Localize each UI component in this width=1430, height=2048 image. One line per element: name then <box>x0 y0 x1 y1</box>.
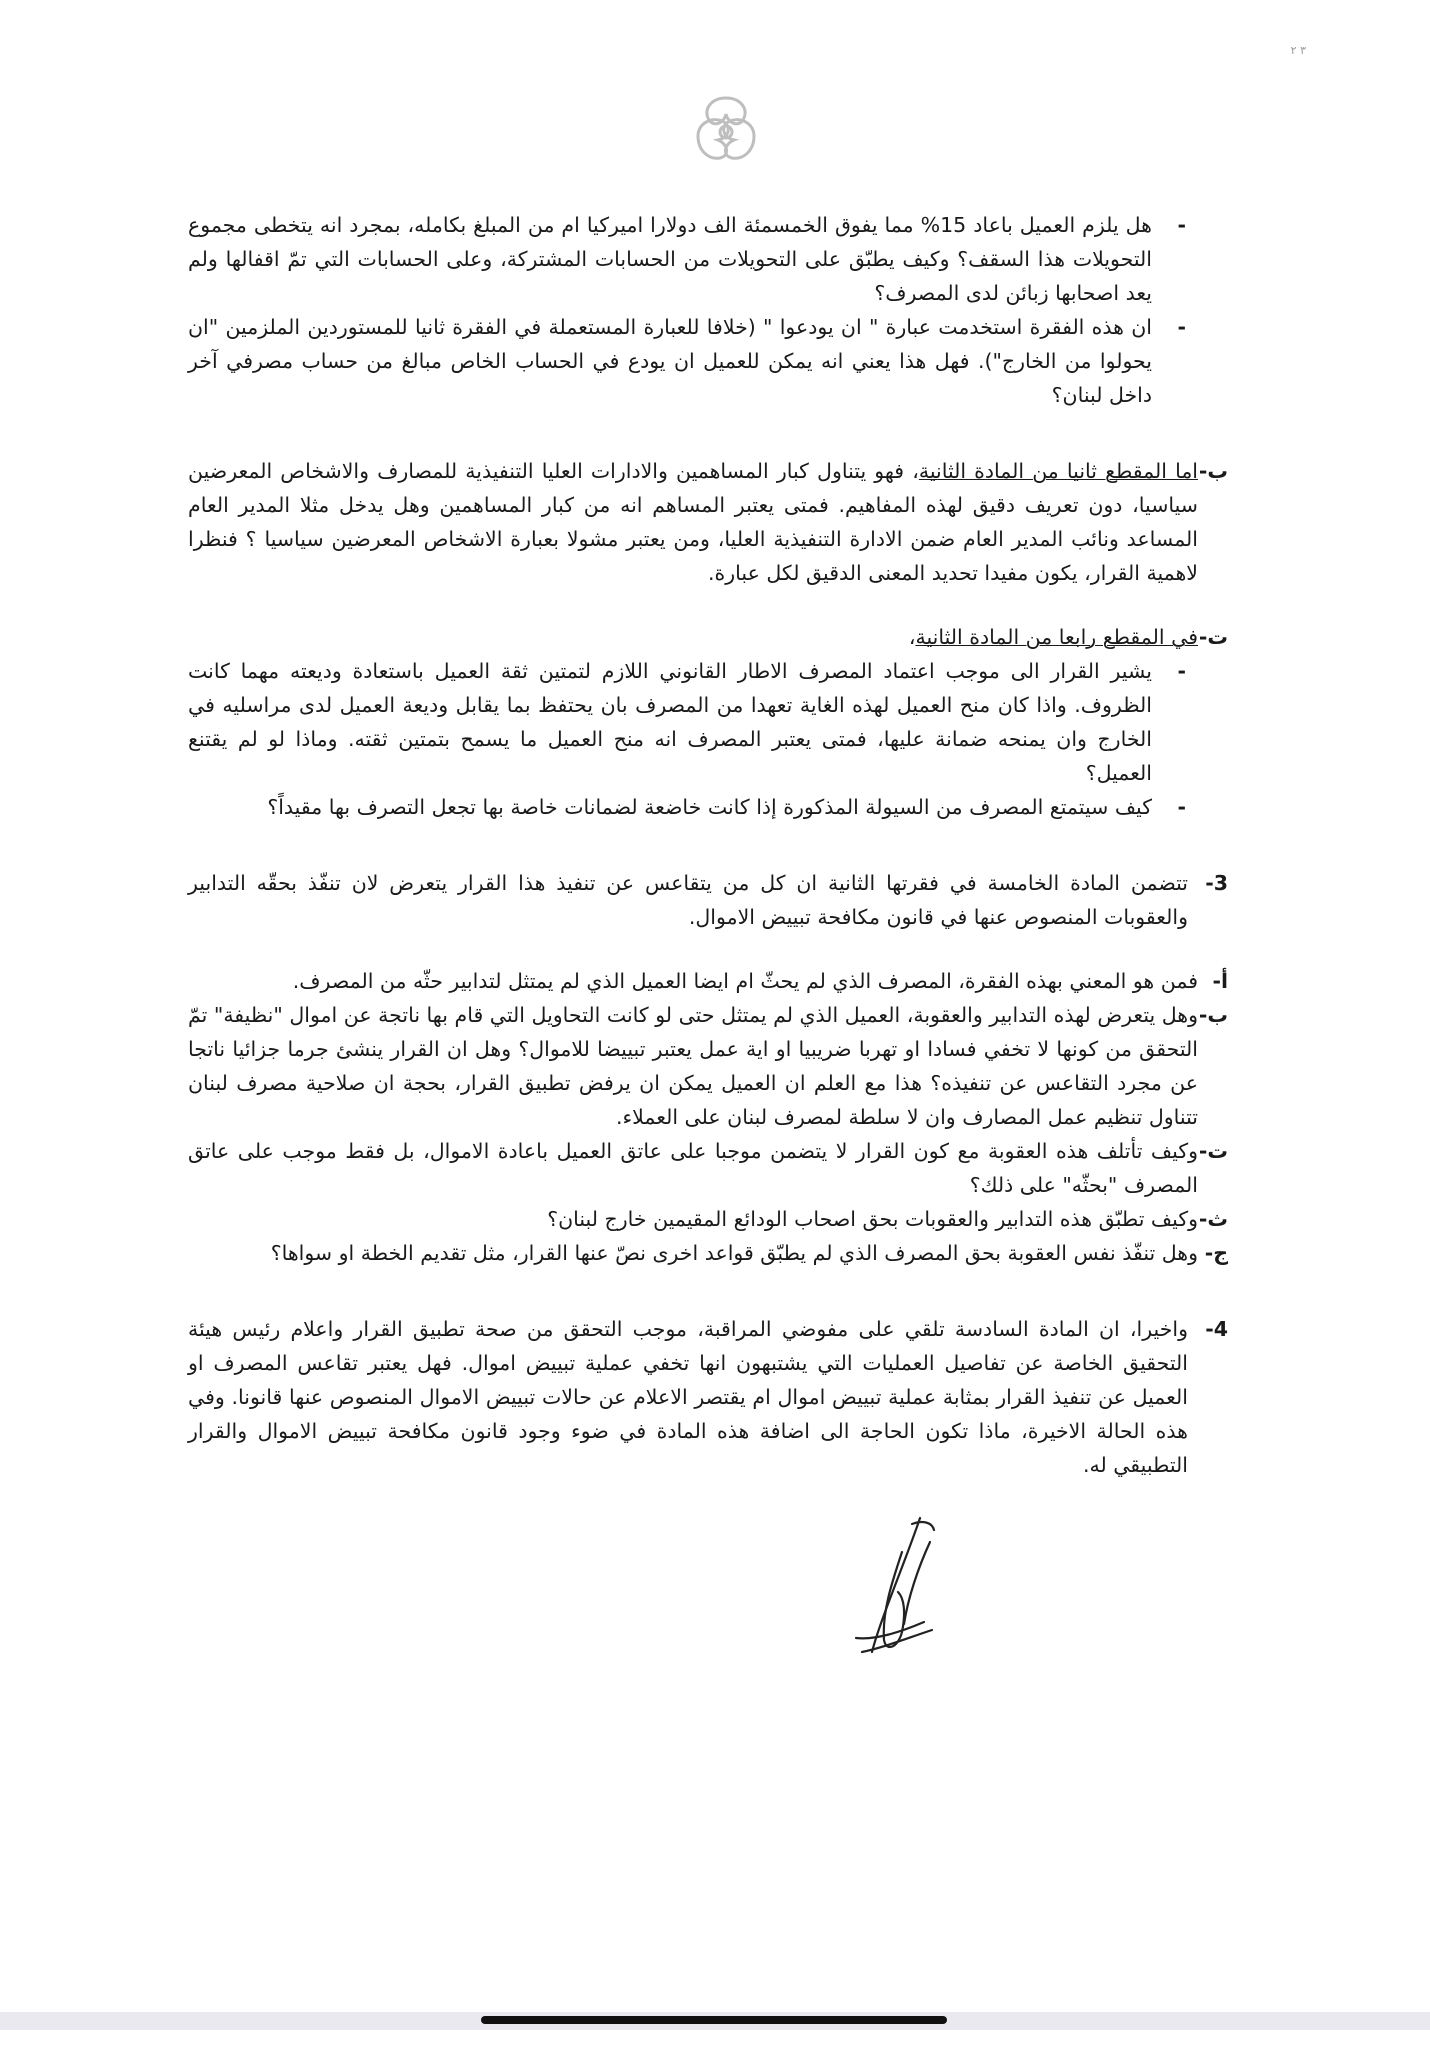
section-t <box>188 620 1228 654</box>
section-3-text: تتضمن المادة الخامسة في فقرتها الثانية ان كل من يتقاعس عن تنفيذ هذا القرار يتعرض لان تنفّذ بحقّه التدابير والعقوبات المنصوص عنها في قانون مكافحة تبييض الاموال. <box>188 871 1188 929</box>
list-item <box>188 208 1186 310</box>
handwritten-signature <box>842 1512 962 1662</box>
list-item <box>188 1134 1228 1202</box>
item-marker: أ- <box>1212 969 1228 993</box>
item-marker: ث- <box>1198 1207 1228 1231</box>
list-item-text: فمن هو المعني بهذه الفقرة، المصرف الذي لم يحثّ ام ايضا العميل الذي لم يمتثل لتدابير حثّه من المصرف. <box>292 969 1198 993</box>
section-3 <box>188 866 1228 934</box>
list-item-text: وكيف تأتلف هذه العقوبة مع كون القرار لا يتضمن موجبا على عاتق العميل باعادة الاموال، بل فقط موجب على عاتق المصرف "بحثّه" على ذلك؟ <box>188 1139 1198 1197</box>
section-marker: ت- <box>1198 625 1228 649</box>
list-item <box>188 654 1186 790</box>
section-marker: ب- <box>1198 459 1228 483</box>
section-b-body: ، فهو يتناول كبار المساهمين والادارات العليا التنفيذية للمصارف والاشخاص المعرضين سياسيا، دون تعريف دقيق لهذه المفاهيم. فمتى يعتبر المساهم انه من كبار المساهمين وهل يدخل مثلا المدير العام المساعد ونائب المدير العام ضمن الادارة التنفيذية العليا، ومن يعتبر مشولا بعبارة الاشخاص المعرضين سياسيا ؟ فنظرا لاهمية القرار، يكون مفيدا تحديد المعنى الدقيق لكل عبارة. <box>188 459 1198 585</box>
section-marker: 3- <box>1205 871 1228 895</box>
list-item-text: كيف سيتمتع المصرف من السيولة المذكورة إذا كانت خاضعة لضمانات خاصة بها تجعل التصرف بها مقيداً؟ <box>267 795 1152 819</box>
bullet-dash: - <box>1177 795 1186 819</box>
list-item-text: وهل يتعرض لهذه التدابير والعقوبة، العميل الذي لم يمتثل حتى لو كانت التحاويل التي قام بها ناتجة عن اموال "نظيفة" تمّ التحقق من كونها لا تخفي فسادا او تهربا ضريبيا او اية عمل يعتبر تبييضا للاموال؟ وهل ان القرار ينشئ جرما جزائيا ناتجا عن مجرد التقاعس عن تنفيذه؟ هذا مع العلم ان العميل يمكن ان يرفض تطبيق القرار، بحجة ان صلاحية مصرف لبنان تتناول تنظيم عمل المصارف وان لا سلطة لمصرف لبنان على العملاء. <box>188 1003 1198 1129</box>
underlined-heading: في المقطع رابعا من المادة الثانية <box>915 625 1198 649</box>
underlined-heading: اما المقطع ثانيا من المادة الثانية <box>918 459 1198 483</box>
section-marker: 4- <box>1205 1317 1228 1341</box>
list-item <box>188 1236 1228 1270</box>
corner-mark-2: ٢ <box>1290 44 1297 57</box>
section-4-text: واخيرا، ان المادة السادسة تلقي على مفوضي المراقبة، موجب التحقق من صحة تطبيق القرار واعلام رئيس هيئة التحقيق الخاصة عن تفاصيل العمليات التي يشتبهون انها تخفي عملية تبييض اموال. فهل يعتبر تقاعس المصرف او العميل عن تنفيذ القرار بمثابة عملية تبييض اموال ام يقتصر الاعلام عن حالات تبييض الاموال المنصوص عنها قانونا. وفي هذه الحالة الاخيرة، ماذا تكون الحاجة الى اضافة هذه المادة في ضوء وجود قانون مكافحة تبييض الاموال والقرار التطبيقي له. <box>188 1317 1188 1477</box>
home-indicator[interactable] <box>481 2016 947 2024</box>
list-item-text: وكيف تطبّق هذه التدابير والعقوبات بحق اصحاب الودائع المقيمين خارج لبنان؟ <box>547 1207 1198 1231</box>
list-item-text: يشير القرار الى موجب اعتماد المصرف الاطار القانوني اللازم لتمتين ثقة العميل باستعادة وديعته مهما كانت الظروف. واذا كان منح العميل لهذه الغاية تعهدا من المصرف بان يحتفظ بما يقابل وديعة العميل لدى مراسليه في الخارج وان يمنحه ضمانة عليها، فمتى يعتبر المصرف انه منح العميل ما يسمح بتمتين ثقته. وماذا لو لم يقتنع العميل؟ <box>188 659 1152 785</box>
item-marker: ب- <box>1198 1003 1228 1027</box>
item-marker: ج- <box>1204 1241 1228 1265</box>
list-item <box>188 998 1228 1134</box>
bullet-dash: - <box>1177 315 1186 339</box>
section-b <box>188 454 1228 590</box>
heading-suffix: ، <box>908 625 916 649</box>
bullet-dash: - <box>1177 659 1186 683</box>
corner-mark-1: ٣ <box>1300 44 1306 57</box>
item-marker: ت- <box>1198 1139 1228 1163</box>
bullet-dash: - <box>1177 213 1186 237</box>
list-item <box>188 1202 1228 1236</box>
corner-marks <box>1291 44 1370 57</box>
letterhead-logo-icon <box>688 92 764 168</box>
list-item-text: هل يلزم العميل باعاد 15% مما يفوق الخمسمئة الف دولارا اميركيا ام من المبلغ بكامله، بمجرد انه يتخطى مجموع التحويلات هذا السقف؟ وكيف يطبّق على التحويلات من الحسابات المشتركة، وعلى الحسابات التي تمّ اقفالها ولم يعد اصحابها زبائن لدى المصرف؟ <box>188 213 1152 305</box>
section-4 <box>188 1312 1228 1482</box>
section-t-heading <box>188 620 1198 654</box>
list-item <box>188 310 1186 412</box>
letter-body <box>188 208 1228 1482</box>
section-b-text <box>188 454 1198 590</box>
list-item <box>188 790 1186 824</box>
list-item <box>188 964 1228 998</box>
list-item-text: وهل تنفّذ نفس العقوبة بحق المصرف الذي لم يطبّق قواعد اخرى نصّ عنها القرار، مثل تقديم الخطة او سواها؟ <box>270 1241 1198 1265</box>
list-item-text: ان هذه الفقرة استخدمت عبارة " ان يودعوا " (خلافا للعبارة المستعملة في الفقرة ثانيا للمستوردين الملزمين "ان يحولوا من الخارج"). فهل هذا يعني انه يمكن للعميل ان يودع في الحساب الخاص مبالغ من حساب مصرفي آخر داخل لبنان؟ <box>188 315 1152 407</box>
